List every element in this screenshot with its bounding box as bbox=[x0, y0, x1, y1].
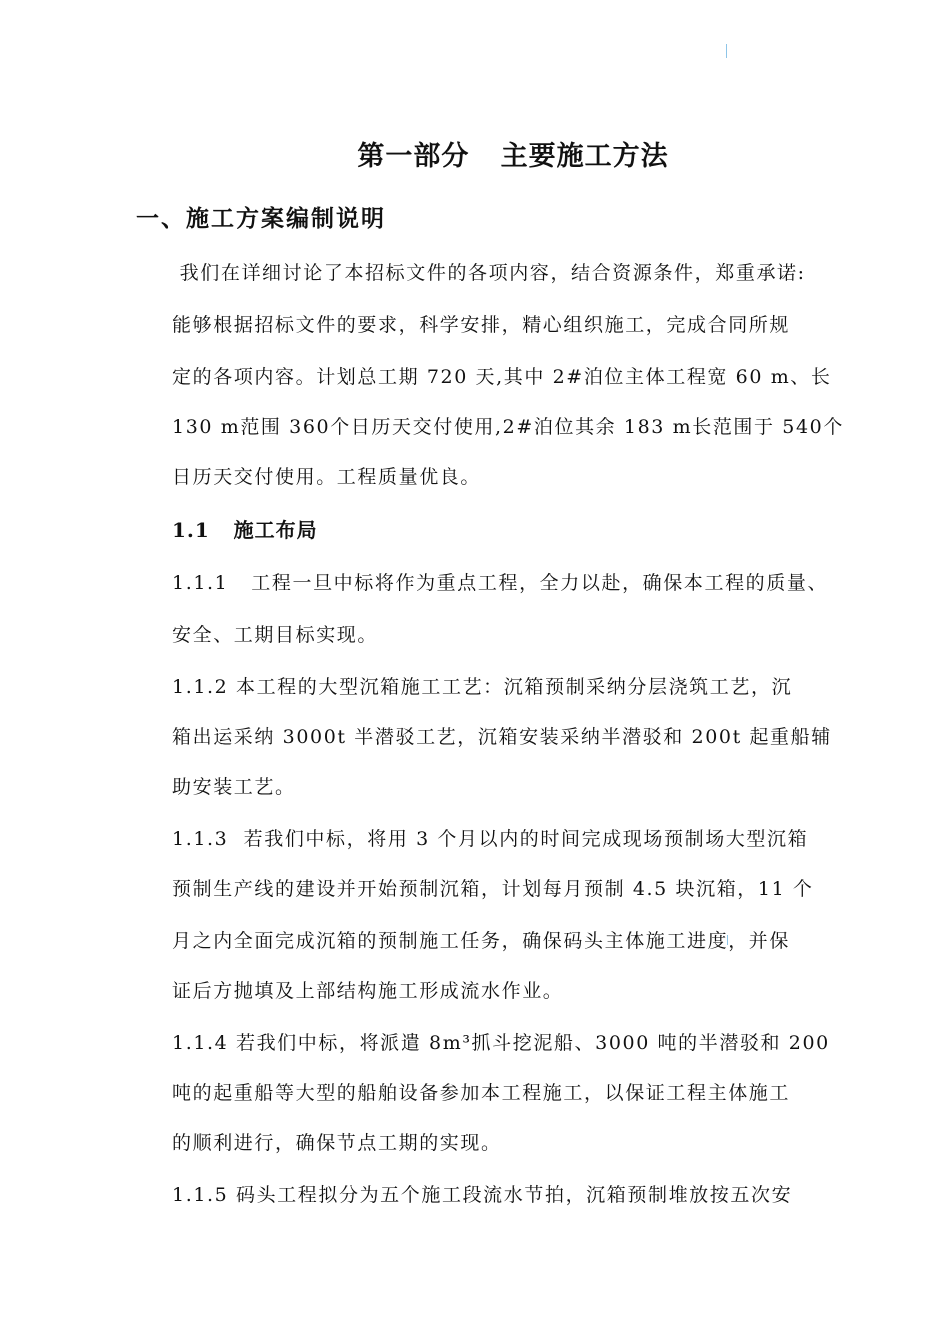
paragraph-line: 1.1.1 工程一旦中标将作为重点工程，全力以赴，确保本工程的质量、 bbox=[172, 572, 829, 594]
paragraph-line: 我们在详细讨论了本招标文件的各项内容，结合资源条件，郑重承诺: bbox=[172, 262, 806, 284]
paragraph-line: 月之内全面完成沉箱的预制施工任务，确保码头主体施工进度，并保 bbox=[172, 930, 791, 952]
paragraph-line: 130 m范围 360个日历天交付使用,2#泊位其余 183 m长范围于 540个 bbox=[172, 416, 844, 438]
subsection-heading: 1.1 施工布局 bbox=[172, 518, 318, 542]
paragraph-line: 助安装工艺。 bbox=[172, 776, 296, 798]
paragraph-line: 1.1.2 本工程的大型沉箱施工工艺：沉箱预制采纳分层浇筑工艺，沉 bbox=[172, 676, 793, 698]
page-title: 第一部分 主要施工方法 bbox=[357, 141, 669, 172]
paragraph-line: 安全、工期目标实现。 bbox=[172, 624, 379, 646]
paragraph-line: 箱出运采纳 3000t 半潜驳工艺，沉箱安装采纳半潜驳和 200t 起重船辅 bbox=[172, 726, 832, 748]
section-heading: 一、施工方案编制说明 bbox=[136, 205, 386, 232]
margin-mark bbox=[726, 44, 727, 58]
paragraph-line: 能够根据招标文件的要求，科学安排，精心组织施工，完成合同所规 bbox=[172, 314, 791, 336]
paragraph-line: 1.1.3 若我们中标，将用 3 个月以内的时间完成现场预制场大型沉箱 bbox=[172, 828, 809, 850]
paragraph-line: 证后方抛填及上部结构施工形成流水作业。 bbox=[172, 980, 564, 1002]
paragraph-line: 1.1.4 若我们中标，将派遣 8m³抓斗挖泥船、3000 吨的半潜驳和 200 bbox=[172, 1032, 830, 1054]
paragraph-line: 吨的起重船等大型的船舶设备参加本工程施工，以保证工程主体施工 bbox=[172, 1082, 791, 1104]
paragraph-line: 1.1.5 码头工程拟分为五个施工段流水节拍，沉箱预制堆放按五次安 bbox=[172, 1184, 793, 1206]
paragraph-line: 定的各项内容。计划总工期 720 天,其中 2#泊位主体工程宽 60 m、长 bbox=[172, 366, 832, 388]
paragraph-line: 预制生产线的建设并开始预制沉箱，计划每月预制 4.5 块沉箱，11 个 bbox=[172, 878, 814, 900]
paragraph-line: 的顺利进行，确保节点工期的实现。 bbox=[172, 1132, 502, 1154]
paragraph-line: 日历天交付使用。工程质量优良。 bbox=[172, 466, 482, 488]
